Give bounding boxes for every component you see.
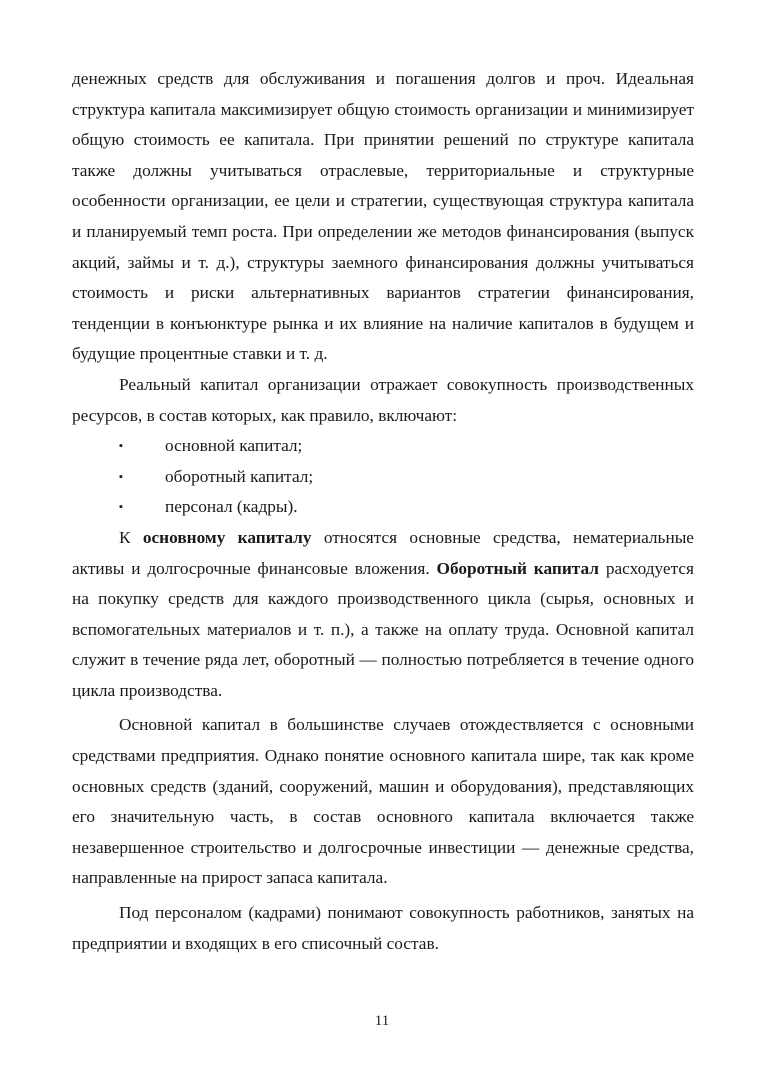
page-body [72,64,694,959]
list-item [72,492,694,523]
list-item [72,431,694,462]
list-item-text: персонал (кадры). [165,497,298,517]
p3-middle: относятся основные средства, нематериальные активы и долгосрочные финансовые вложения. [72,527,694,578]
term-working-capital: Оборотный капитал [436,558,599,578]
list-item [72,462,694,493]
p3-suffix: расходуется на покупку средств для каждого производственного цикла (сырья, основных и вспомогательных материалов и т. п.), а также на оплату труда. Основной капитал служит в течение ряда лет, оборотный — полностью потребляется в течение одного цикла производства. [72,558,694,700]
bullet-icon: ▪ [119,501,123,514]
bullet-icon: ▪ [119,470,123,483]
paragraph-capital-structure: денежных средств для обслуживания и погашения долгов и проч. Идеальная структура капитала максимизирует общую стоимость организации и минимизирует общую стоимость ее капитала. При принятии решений по структуре капитала также должны учитываться отраслевые, территориальные и структурные особенности организации, ее цели и стратегии, существующая структура капитала и планируемый темп роста. При определении же методов финансирования (выпуск акций, займы и т. д.), структуры заемного финансирования должны учитываться стоимость и риски альтернативных вариантов стратегии финансирования, тенденции в конъюнктуре рынка и их влияние на наличие капиталов в будущем и будущие процентные ставки и т. д. [72,69,694,364]
list-item-text: оборотный капитал; [165,466,314,486]
capital-components-list [72,431,694,523]
paragraph-fixed-capital-scope: Основной капитал в большинстве случаев отождествляется с основными средствами предприятия. Однако понятие основного капитала шире, так как кроме основных средств (зданий, сооружений, машин и оборудования), представляющих его значительную часть, в состав основного капитала включается также незавершенное строительство и долгосрочные инвестиции — денежные средства, направленные на прирост запаса капитала. [72,715,694,888]
paragraph-fixed-working-capital [72,523,694,707]
bullet-icon: ▪ [119,440,123,453]
page-number: 11 [374,1013,390,1029]
list-item-text: основной капитал; [165,436,303,456]
term-fixed-capital: основному капиталу [142,527,312,547]
p3-prefix: К [119,527,143,547]
paragraph-real-capital: Реальный капитал организации отражает совокупность производственных ресурсов, в состав которых, как правило, включают: [72,374,694,425]
paragraph-personnel: Под персоналом (кадрами) понимают совокупность работников, занятых на предприятии и входящих в его списочный состав. [72,903,694,953]
